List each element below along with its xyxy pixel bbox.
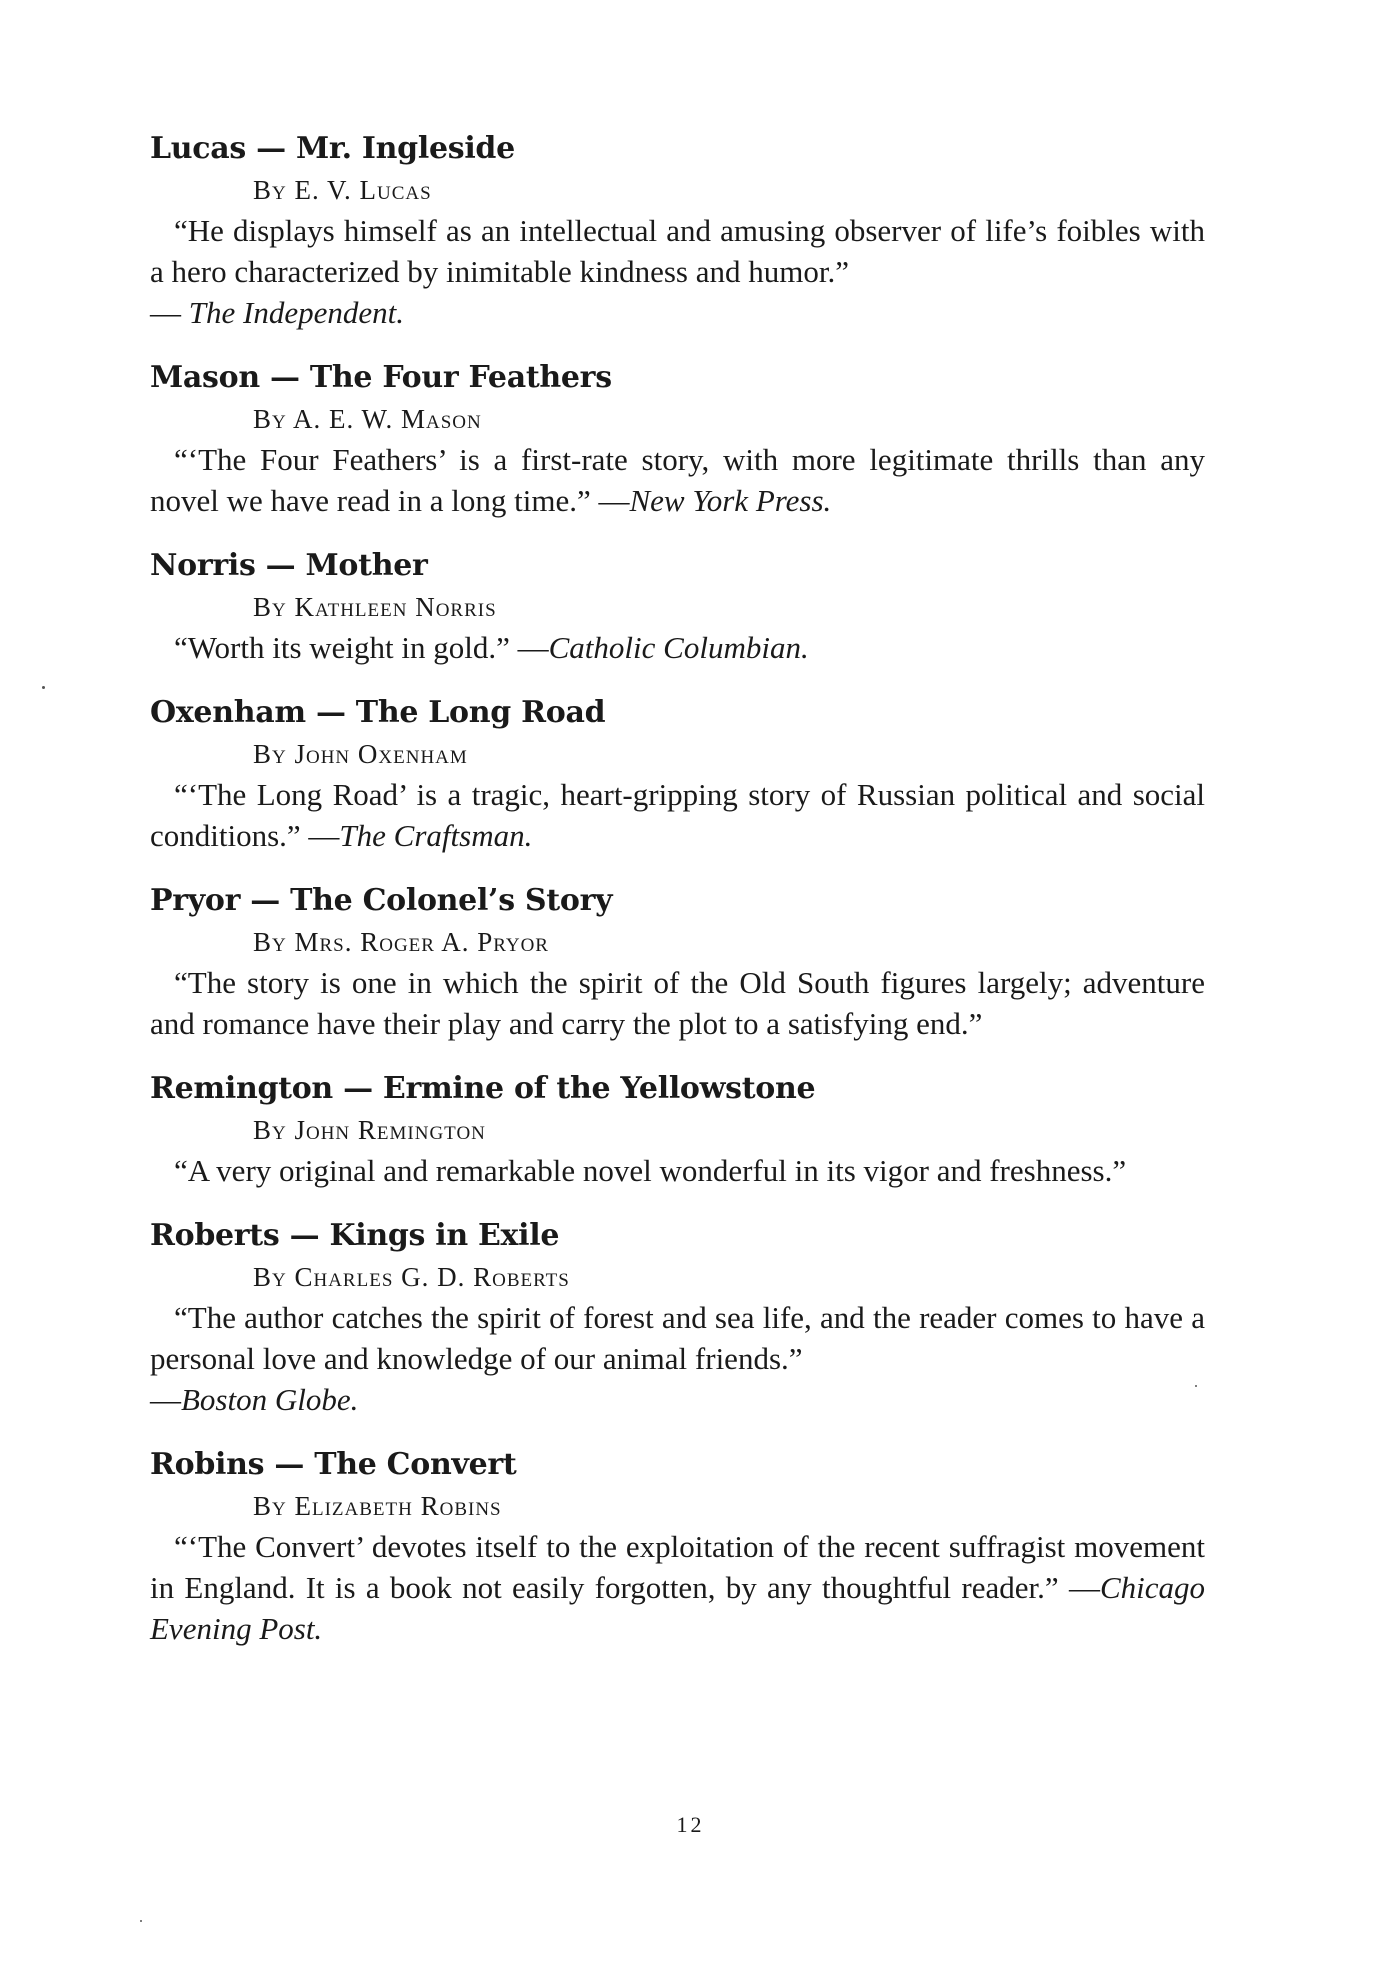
quote-source: Chicago Evening Post. — [150, 1570, 1206, 1646]
print-speck — [42, 686, 45, 689]
book-list — [150, 128, 1205, 1673]
book-heading: Mason — The Four Feathers — [150, 360, 612, 395]
author-byline: By Charles G. D. Roberts — [253, 1262, 570, 1292]
book-heading: Oxenham — The Long Road — [150, 695, 606, 730]
quote-source: The Craftsman. — [339, 818, 533, 853]
book-entry — [150, 357, 1205, 521]
review-quote: “‘The Four Feathers’ is a first-rate story, with more legitimate thrills than any novel we have read in a long time.” —New York Press. — [150, 442, 1205, 518]
book-entry — [150, 128, 1205, 333]
author-byline: By A. E. W. Mason — [253, 404, 482, 434]
book-heading: Robins — The Convert — [150, 1447, 517, 1482]
quote-source: New York Press. — [629, 483, 832, 518]
book-entry — [150, 692, 1205, 856]
author-byline: By Kathleen Norris — [253, 592, 497, 622]
book-entry — [150, 1444, 1205, 1649]
review-quote: “‘The Long Road’ is a tragic, heart-gripping story of Russian political and social conditions.” —The Craftsman. — [150, 777, 1205, 853]
review-quote: “The author catches the spirit of forest and sea life, and the reader comes to have a personal love and knowledge of our animal friends.” —Boston Globe. — [150, 1300, 1205, 1417]
page-number: 12 — [676, 1812, 705, 1837]
review-quote: “He displays himself as an intellectual and amusing observer of life’s foibles with a hero characterized by inimitable kindness and humor.” — The Independent. — [150, 213, 1205, 330]
quote-text: “‘The Long Road’ is a tragic, heart-gripping story of Russian political and social conditions.” — [150, 777, 1205, 853]
book-heading: Remington — Ermine of the Yellowstone — [150, 1071, 816, 1106]
review-quote — [150, 962, 1205, 1044]
quote-text: “The author catches the spirit of forest and sea life, and the reader comes to have a personal love and knowledge of our animal friends.” — [150, 1300, 1205, 1376]
book-entry — [150, 1215, 1205, 1420]
book-entry — [150, 880, 1205, 1044]
book-heading: Lucas — Mr. Ingleside — [150, 131, 515, 166]
quote-source: Boston Globe. — [181, 1382, 359, 1417]
book-entry — [150, 545, 1205, 668]
print-speck — [1195, 1385, 1197, 1387]
quote-text: “A very original and remarkable novel wonderful in its vigor and freshness.” — [174, 1153, 1127, 1188]
quote-text: “Worth its weight in gold.” — [174, 630, 510, 665]
quote-text: “He displays himself as an intellectual and amusing observer of life’s foibles with a hero characterized by inimitable kindness and humor.” — [150, 213, 1205, 289]
author-byline: By John Remington — [253, 1115, 486, 1145]
book-heading: Roberts — Kings in Exile — [150, 1218, 560, 1253]
author-byline: By Elizabeth Robins — [253, 1491, 502, 1521]
author-byline: By E. V. Lucas — [253, 175, 432, 205]
quote-source: The Independent. — [188, 295, 404, 330]
quote-text: “‘The Four Feathers’ is a first-rate story, with more legitimate thrills than any novel we have read in a long time.” — [150, 442, 1205, 518]
book-entry — [150, 1068, 1205, 1191]
author-byline: By Mrs. Roger A. Pryor — [253, 927, 549, 957]
quote-text: “‘The Convert’ devotes itself to the exploitation of the recent suffragist movement in England. It is a book not easily forgotten, by any thoughtful reader.” — [150, 1529, 1205, 1605]
print-speck — [140, 1920, 142, 1922]
review-quote — [150, 1150, 1205, 1191]
book-heading: Pryor — The Colonel’s Story — [150, 883, 613, 918]
review-quote: “Worth its weight in gold.” —Catholic Columbian. — [174, 630, 809, 665]
quote-source: Catholic Columbian. — [548, 630, 809, 665]
author-byline: By John Oxenham — [253, 739, 468, 769]
review-quote: “‘The Convert’ devotes itself to the exploitation of the recent suffragist movement in England. It is a book not easily forgotten, by any thoughtful reader.” —Chicago Evening Post. — [150, 1529, 1206, 1646]
book-heading: Norris — Mother — [150, 548, 428, 583]
quote-text: “The story is one in which the spirit of the Old South figures largely; adventure and romance have their play and carry the plot to a satisfying end.” — [150, 965, 1205, 1041]
